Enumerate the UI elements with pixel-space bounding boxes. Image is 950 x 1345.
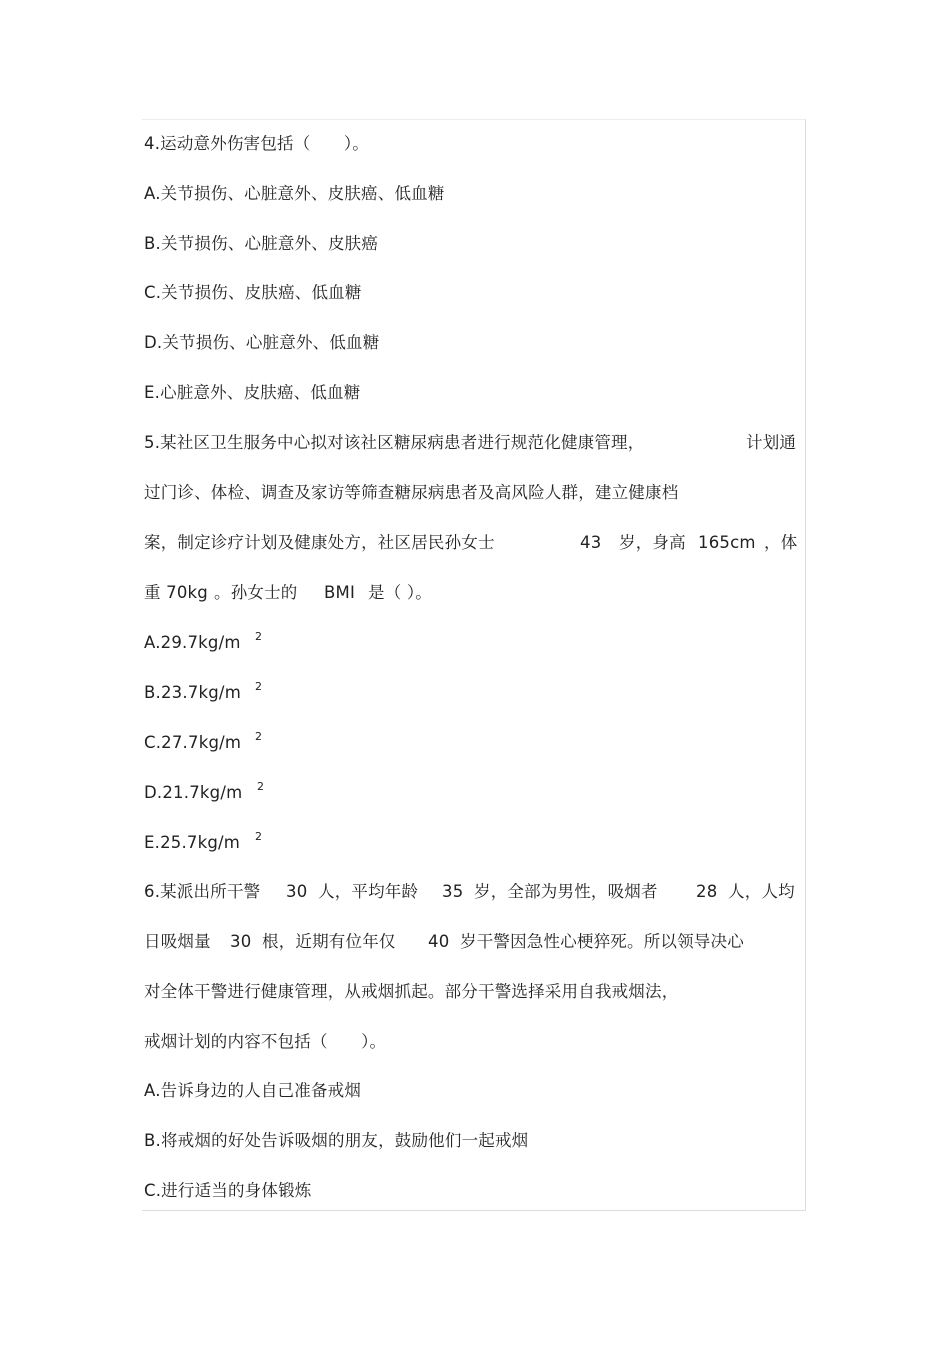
superscript: 2: [255, 830, 263, 843]
stem-text: 是（ ）。: [368, 583, 432, 602]
stem-text: 重 70kg: [144, 583, 208, 602]
question-6-stem-line-1: [144, 882, 804, 902]
stem-text: 30: [286, 882, 308, 901]
stem-text: 28: [696, 882, 718, 901]
stem-text: 岁干警因急性心梗猝死。所以领导决心: [460, 932, 744, 951]
stem-text: 5.某社区卫生服务中心拟对该社区糖尿病患者进行规范化健康管理，: [144, 433, 645, 452]
stem-text: ，体: [764, 533, 798, 552]
stem-text: 岁，身高: [619, 533, 686, 552]
stem-text: 案，制定诊疗计划及健康处方，社区居民孙女士: [144, 533, 495, 552]
stem-text: 岁，全部为男性，吸烟者: [474, 882, 658, 901]
stem-text: 165cm: [698, 533, 756, 552]
stem-text: 根，近期有位年仅: [262, 932, 396, 951]
stem-text: 人，人均: [728, 882, 795, 901]
question-4-option-c: C.关节损伤、皮肤癌、低血糖: [144, 283, 362, 302]
stem-text: 。孙女士的: [214, 583, 298, 602]
stem-text: 35: [442, 882, 464, 901]
question-6-stem-line-3: 对全体干警进行健康管理，从戒烟抓起。部分干警选择采用自我戒烟法，: [144, 982, 679, 1001]
question-4-stem: 4.运动意外伤害包括（ ）。: [144, 134, 369, 153]
question-6-stem-line-2: [144, 932, 804, 952]
superscript: 2: [257, 780, 265, 793]
stem-text: 30: [230, 932, 252, 951]
question-5-stem-line-4: [144, 583, 804, 603]
question-5-stem-line-1: [144, 433, 804, 453]
question-6-option-c: C.进行适当的身体锻炼: [144, 1181, 312, 1200]
stem-text: 日吸烟量: [144, 932, 211, 951]
stem-text: BMI: [324, 583, 356, 602]
question-5-stem-line-3: [144, 533, 804, 553]
question-5-option-e: E.25.7kg/m 2: [144, 833, 344, 853]
question-4-option-a: A.关节损伤、心脏意外、皮肤癌、低血糖: [144, 184, 445, 203]
stem-text: 43: [580, 533, 602, 552]
question-6-option-a: A.告诉身边的人自己准备戒烟: [144, 1081, 362, 1100]
superscript: 2: [255, 680, 263, 693]
question-5-option-d: D.21.7kg/m 2: [144, 783, 344, 803]
question-5-option-c: C.27.7kg/m 2: [144, 733, 344, 753]
question-4-option-b: B.关节损伤、心脏意外、皮肤癌: [144, 234, 379, 253]
stem-text: 人，平均年龄: [318, 882, 419, 901]
question-6-stem-line-4: 戒烟计划的内容不包括（ ）。: [144, 1032, 387, 1051]
question-5-stem-line-2: 过门诊、体检、调查及家访等筛查糖尿病患者及高风险人群，建立健康档: [144, 483, 679, 502]
question-4-option-d: D.关节损伤、心脏意外、低血糖: [144, 333, 380, 352]
question-4-option-e: E.心脏意外、皮肤癌、低血糖: [144, 383, 361, 402]
stem-text: 40: [428, 932, 450, 951]
superscript: 2: [255, 630, 263, 643]
question-5-option-b: B.23.7kg/m 2: [144, 683, 344, 703]
stem-text: 6.某派出所干警: [144, 882, 261, 901]
superscript: 2: [255, 730, 263, 743]
question-6-option-b: B.将戒烟的好处告诉吸烟的朋友，鼓励他们一起戒烟: [144, 1131, 529, 1150]
question-5-option-a: A.29.7kg/m 2: [144, 633, 344, 653]
stem-text: 计划通: [746, 433, 797, 452]
